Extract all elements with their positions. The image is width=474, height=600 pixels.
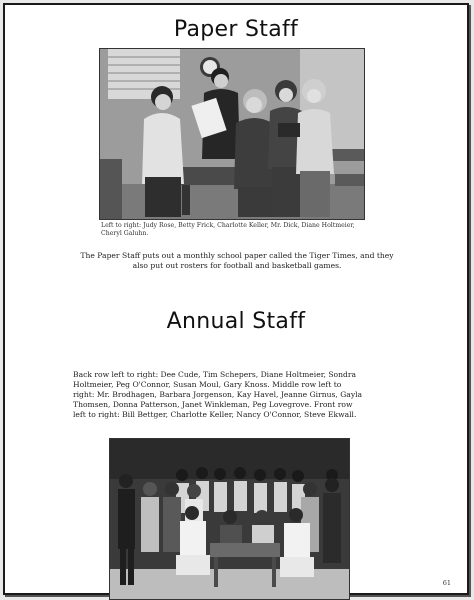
annual-staff-photo-image	[110, 439, 349, 599]
paper-staff-photo-image	[100, 49, 364, 219]
paper-staff-photo	[99, 48, 365, 220]
paper-staff-caption: Left to right: Judy Rose, Betty Frick, Charlotte Keller, Mr. Dick, Diane Holtmeier, Cheryl Galuhn.	[101, 222, 355, 237]
annual-staff-description: Back row left to right: Dee Cude, Tim Schepers, Diane Holtmeier, Sondra Holtmeier, Peg O'Connor, Susan Moul, Gary Knoss. Middle row left to right: Mr. Brodhagen, Barbara Jorgenson, Kay Havel, Jeanne Girnus, Gayla Thomsen, Donna Patterson, Janet Winkleman, Peg Lovegrove. Front row left to right: Bill Bettger, Charlotte Keller, Nancy O'Connor, Steve Ekwall.	[73, 370, 363, 419]
annual-staff-photo	[109, 438, 350, 600]
paper-staff-heading: Paper Staff	[173, 17, 299, 42]
yearbook-page	[3, 3, 469, 595]
paper-staff-description: The Paper Staff puts out a monthly school paper called the Tiger Times, and they also put out rosters for football and basketball games.	[80, 251, 394, 270]
page-number: 61	[442, 579, 451, 587]
annual-staff-heading: Annual Staff	[166, 309, 306, 334]
